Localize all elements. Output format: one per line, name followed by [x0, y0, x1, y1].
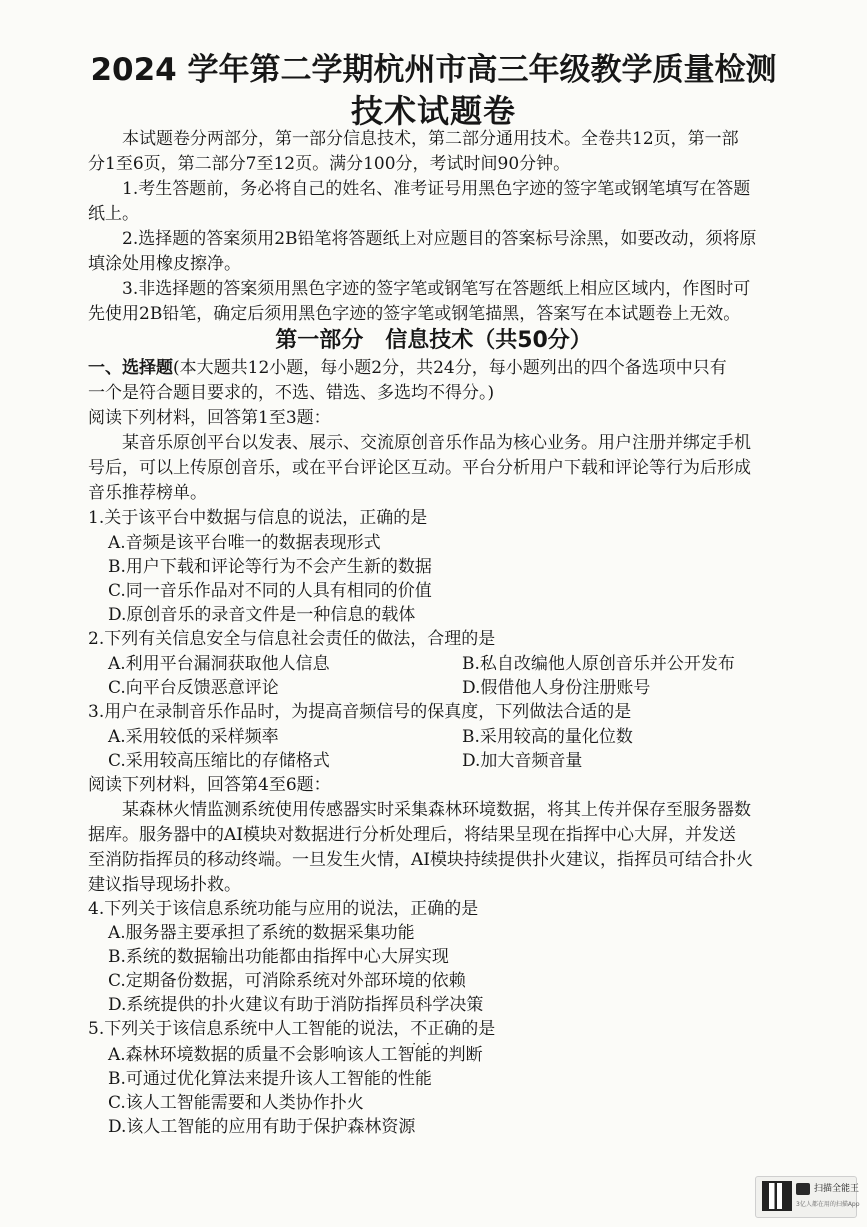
instruction-1-line-2: 纸上。	[88, 204, 139, 224]
material-2-line-3: 至消防指挥员的移动终端。一旦发生火情，AI模块持续提供扑火建议，指挥员可结合扑火	[88, 850, 753, 870]
instruction-2-line-2: 填涂处用橡皮擦净。	[88, 254, 241, 274]
material-2-prompt: 阅读下列材料，回答第4至6题：	[88, 775, 331, 795]
material-1-line-1: 某音乐原创平台以发表、展示、交流原创音乐作品为核心业务。用户注册并绑定手机	[122, 433, 751, 453]
intro-line-1: 本试题卷分两部分，第一部分信息技术，第二部分通用技术。全卷共12页，第一部	[122, 129, 739, 149]
scanner-logo-icon	[796, 1183, 810, 1195]
material-1-line-3: 音乐推荐榜单。	[88, 483, 207, 503]
question-1-option-c: C.同一音乐作品对不同的人具有相同的价值	[108, 581, 432, 601]
question-5-option-d: D.该人工智能的应用有助于保护森林资源	[108, 1117, 416, 1137]
instruction-1-line-1: 1.考生答题前，务必将自己的姓名、准考证号用黑色字迹的签字笔或钢笔填写在答题	[122, 179, 751, 199]
material-2-line-4: 建议指导现场扑救。	[88, 875, 241, 895]
question-2-option-a: A.利用平台漏洞获取他人信息	[108, 654, 330, 674]
exam-subtitle: 技术试题卷	[350, 92, 516, 130]
question-1-option-d: D.原创音乐的录音文件是一种信息的载体	[108, 605, 416, 625]
question-1-stem: 1.关于该平台中数据与信息的说法，正确的是	[88, 508, 428, 528]
question-4-option-a: A.服务器主要承担了系统的数据采集功能	[108, 923, 415, 943]
question-4-option-d: D.系统提供的扑火建议有助于消防指挥员科学决策	[108, 995, 484, 1015]
instruction-3-line-1: 3.非选择题的答案须用黑色字迹的签字笔或钢笔写在答题纸上相应区域内，作图时可	[122, 279, 751, 299]
part1-title: 第一部分 信息技术（共50分）	[275, 328, 592, 353]
question-2-option-c: C.向平台反馈恶意评论	[108, 678, 279, 698]
question-1-option-b: B.用户下载和评论等行为不会产生新的数据	[108, 557, 432, 577]
exam-title: 2024 学年第二学期杭州市高三年级教学质量检测	[90, 52, 777, 88]
choice-description-line-2: 一个是符合题目要求的，不选、错选、多选均不得分。)	[88, 383, 495, 403]
question-3-option-d: D.加大音频音量	[462, 751, 583, 771]
choice-description: (本大题共12小题，每小题2分，共24分，每小题列出的四个备选项中只有	[173, 358, 727, 378]
scanner-app-name: 扫描全能王	[814, 1184, 860, 1194]
material-2-line-2: 据库。服务器中的AI模块对数据进行分析处理后，将结果呈现在指挥中心大屏，并发送	[88, 825, 736, 845]
qr-code-icon	[762, 1181, 792, 1211]
question-2-stem: 2.下列有关信息安全与信息社会责任的做法，合理的是	[88, 629, 496, 649]
question-2-option-d: D.假借他人身份注册账号	[462, 678, 651, 698]
intro-line-2: 分1至6页，第二部分7至12页。满分100分，考试时间90分钟。	[88, 154, 571, 174]
question-5-stem	[88, 1018, 495, 1040]
scanner-watermark	[755, 1176, 860, 1218]
scanner-tagline: 3亿人都在用的扫描App	[796, 1201, 860, 1208]
question-5-stem-post: 的是	[461, 1019, 496, 1039]
question-3-stem: 3.用户在录制音乐作品时，为提高音频信号的保真度，下列做法合适的是	[88, 702, 632, 722]
instruction-2-line-1: 2.选择题的答案须用2B铅笔将答题纸上对应题目的答案标号涂黑，如要改动，须将原	[122, 229, 757, 249]
question-5-option-b: B.可通过优化算法来提升该人工智能的性能	[108, 1069, 432, 1089]
question-2-option-b: B.私自改编他人原创音乐并公开发布	[462, 654, 735, 674]
choice-section-header	[88, 357, 727, 379]
question-5-emphasis: 不正确 · ·	[410, 1019, 461, 1039]
question-4-option-c: C.定期备份数据，可消除系统对外部环境的依赖	[108, 971, 466, 991]
question-5-stem-pre: 5.下列关于该信息系统中人工智能的说法，	[88, 1019, 411, 1039]
material-2-line-1: 某森林火情监测系统使用传感器实时采集森林环境数据，将其上传并保存至服务器数	[122, 800, 751, 820]
choice-heading: 一、选择题	[88, 358, 173, 378]
material-1-line-2: 号后，可以上传原创音乐，或在平台评论区互动。平台分析用户下载和评论等行为后形成	[88, 458, 751, 478]
material-1-prompt: 阅读下列材料，回答第1至3题：	[88, 408, 331, 428]
question-3-option-b: B.采用较高的量化位数	[462, 727, 633, 747]
question-5-option-a: A.森林环境数据的质量不会影响该人工智能的判断	[108, 1045, 483, 1065]
question-3-option-c: C.采用较高压缩比的存储格式	[108, 751, 330, 771]
question-4-stem: 4.下列关于该信息系统功能与应用的说法，正确的是	[88, 899, 479, 919]
question-1-option-a: A.音频是该平台唯一的数据表现形式	[108, 533, 381, 553]
question-3-option-a: A.采用较低的采样频率	[108, 727, 279, 747]
instruction-3-line-2: 先使用2B铅笔，确定后须用黑色字迹的签字笔或钢笔描黑，答案写在本试题卷上无效。	[88, 304, 741, 324]
question-4-option-b: B.系统的数据输出功能都由指挥中心大屏实现	[108, 947, 449, 967]
question-5-option-c: C.该人工智能需要和人类协作扑火	[108, 1093, 364, 1113]
